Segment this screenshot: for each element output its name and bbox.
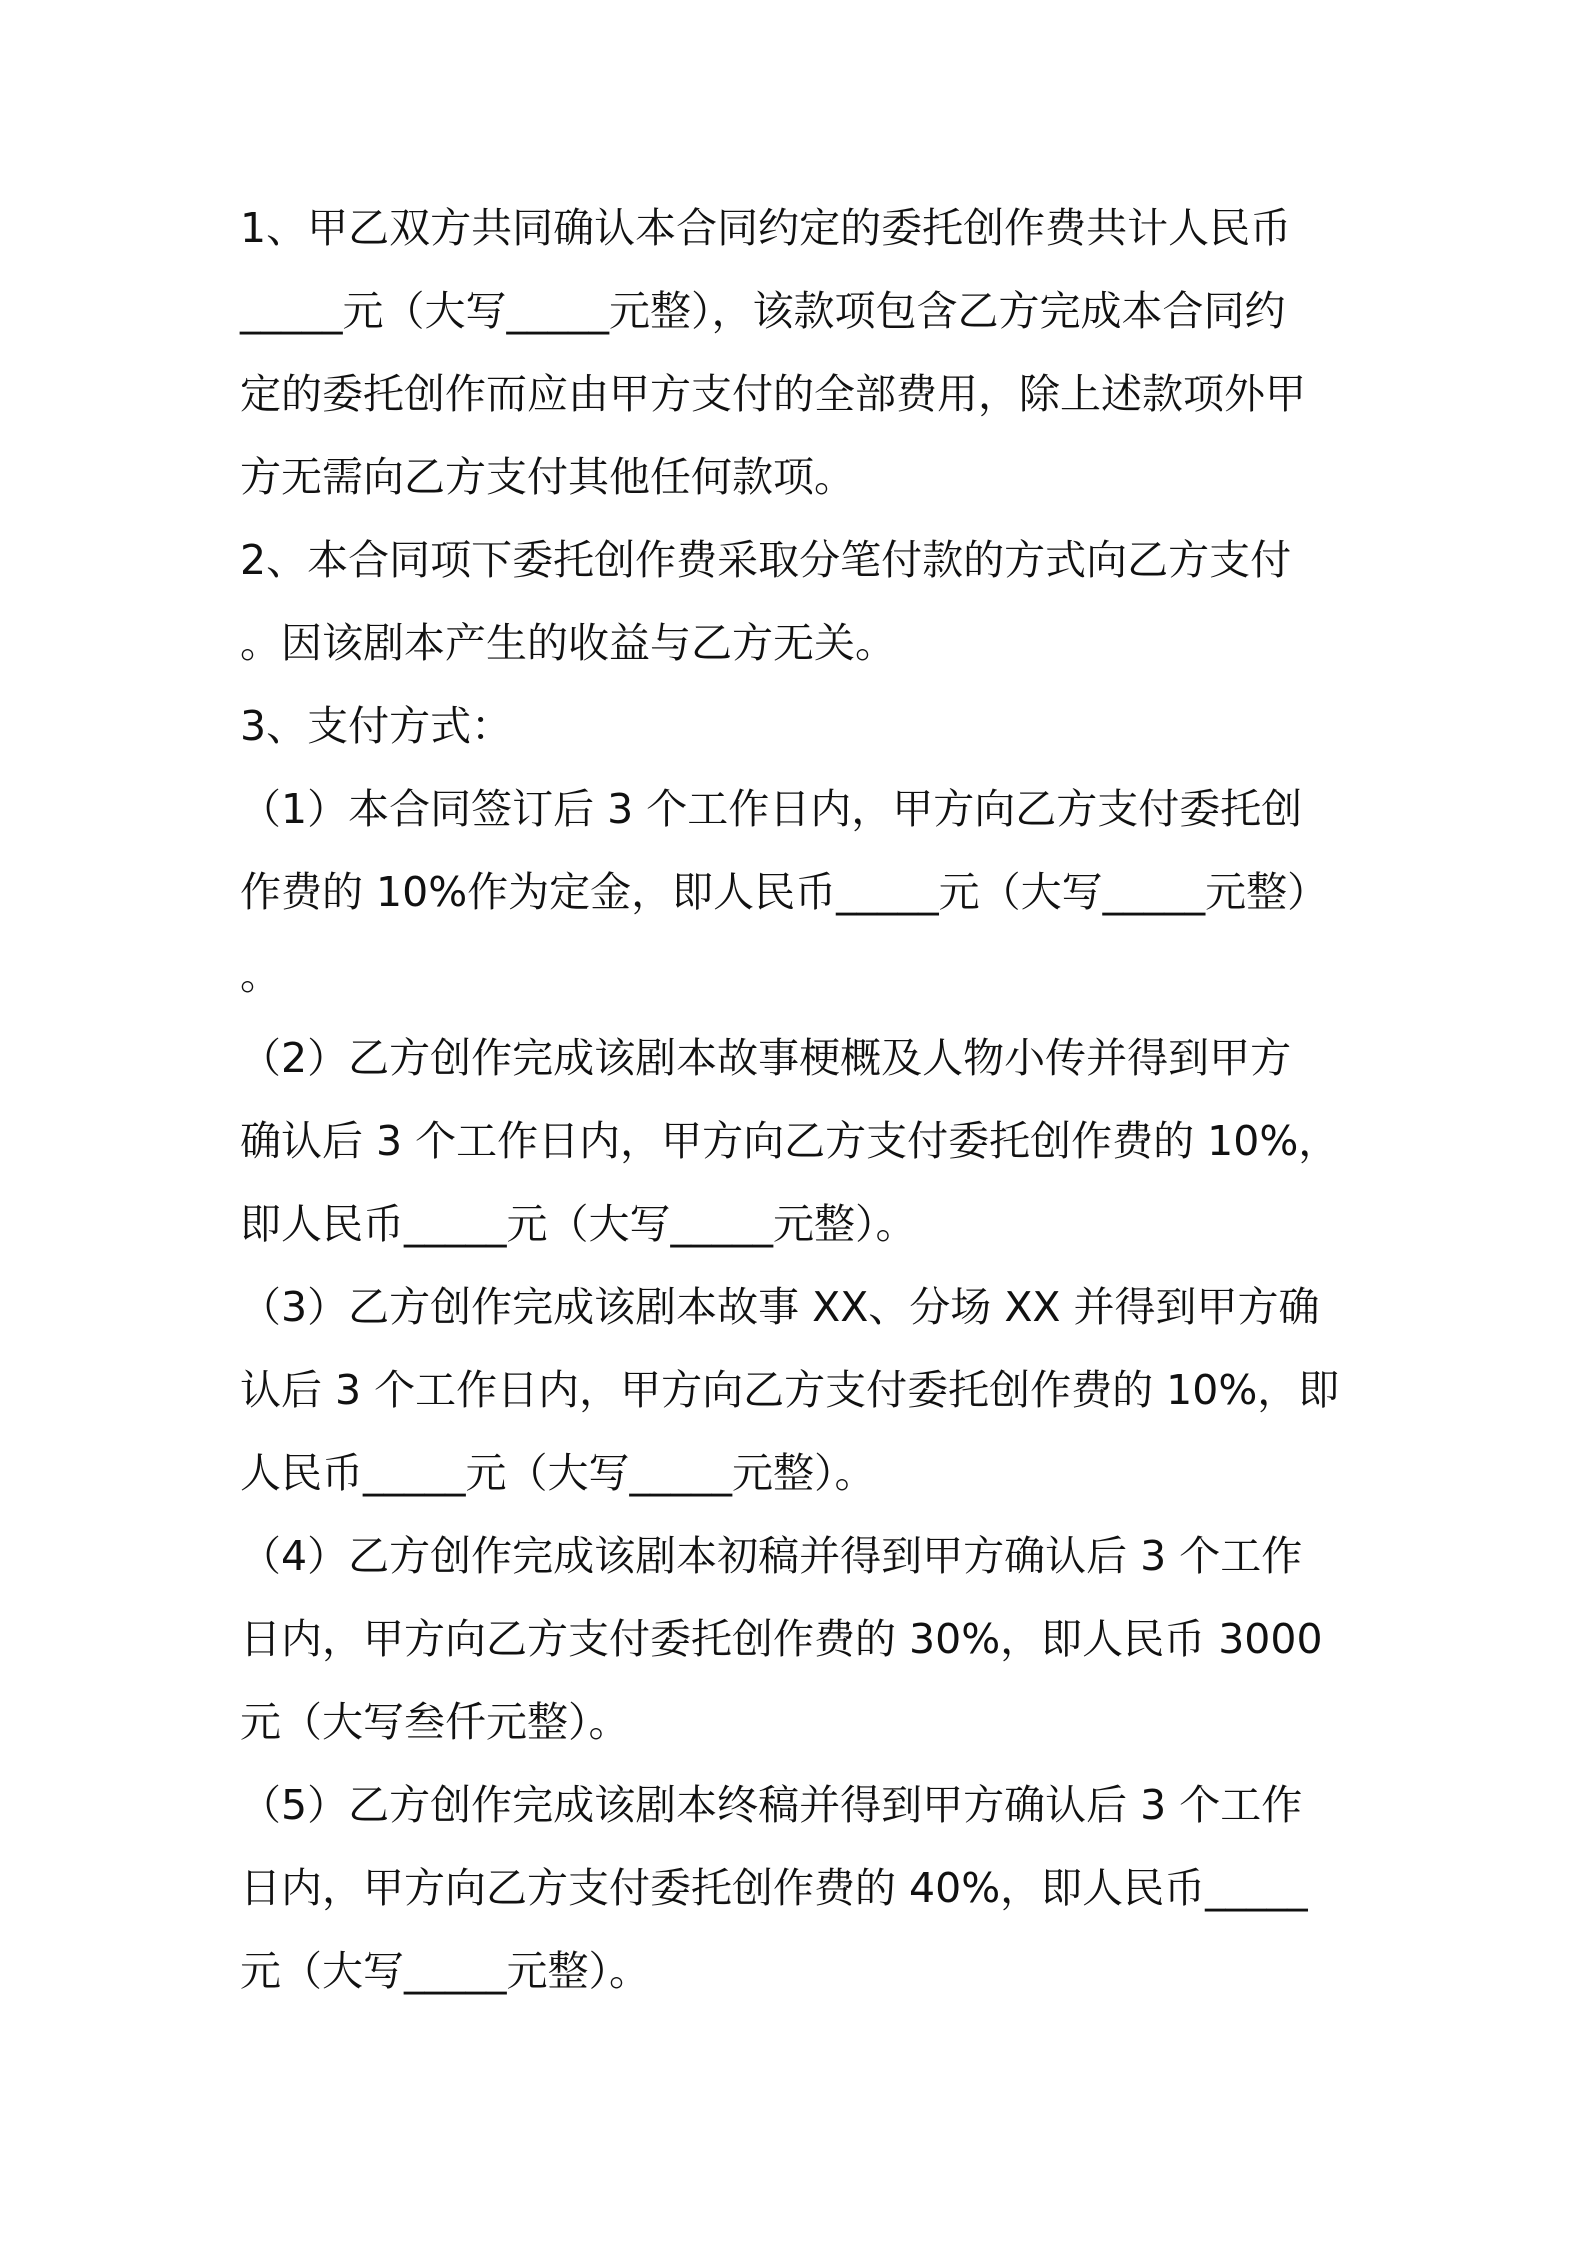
text-line: 定的委托创作而应由甲方支付的全部费用，除上述款项外甲 — [240, 370, 1306, 418]
text-line: （4）乙方创作完成该剧本初稿并得到甲方确认后 3 个工作 — [240, 1532, 1303, 1580]
text-line: 认后 3 个工作日内，甲方向乙方支付委托创作费的 10%，即 — [240, 1366, 1340, 1414]
text-line: 3、支付方式： — [240, 702, 513, 750]
text-line: 日内，甲方向乙方支付委托创作费的 30%，即人民币 3000 — [240, 1615, 1323, 1663]
text-line: 1、甲乙双方共同确认本合同约定的委托创作费共计人民币 — [240, 204, 1292, 252]
text-line: 即人民币_____元（大写_____元整）。 — [240, 1200, 917, 1248]
text-line: 元（大写叁仟元整）。 — [240, 1698, 630, 1746]
text-line: 确认后 3 个工作日内，甲方向乙方支付委托创作费的 10%， — [240, 1117, 1340, 1165]
text-line: （3）乙方创作完成该剧本故事 XX、分场 XX 并得到甲方确 — [240, 1283, 1320, 1331]
text-line: 作费的 10%作为定金，即人民币_____元（大写_____元整） — [240, 868, 1329, 916]
text-line: 。 — [240, 951, 281, 999]
text-line: _____元（大写_____元整），该款项包含乙方完成本合同约 — [240, 287, 1286, 335]
text-line: （2）乙方创作完成该剧本故事梗概及人物小传并得到甲方 — [240, 1034, 1292, 1082]
text-line: 元（大写_____元整）。 — [240, 1947, 650, 1995]
text-line: 日内，甲方向乙方支付委托创作费的 40%，即人民币_____ — [240, 1864, 1308, 1912]
text-line: （5）乙方创作完成该剧本终稿并得到甲方确认后 3 个工作 — [240, 1781, 1303, 1829]
text-line: 。因该剧本产生的收益与乙方无关。 — [240, 619, 896, 667]
text-line: （1）本合同签订后 3 个工作日内，甲方向乙方支付委托创 — [240, 785, 1303, 833]
text-line: 人民币_____元（大写_____元整）。 — [240, 1449, 876, 1497]
text-line: 方无需向乙方支付其他任何款项。 — [240, 453, 855, 501]
text-line: 2、本合同项下委托创作费采取分笔付款的方式向乙方支付 — [240, 536, 1292, 584]
